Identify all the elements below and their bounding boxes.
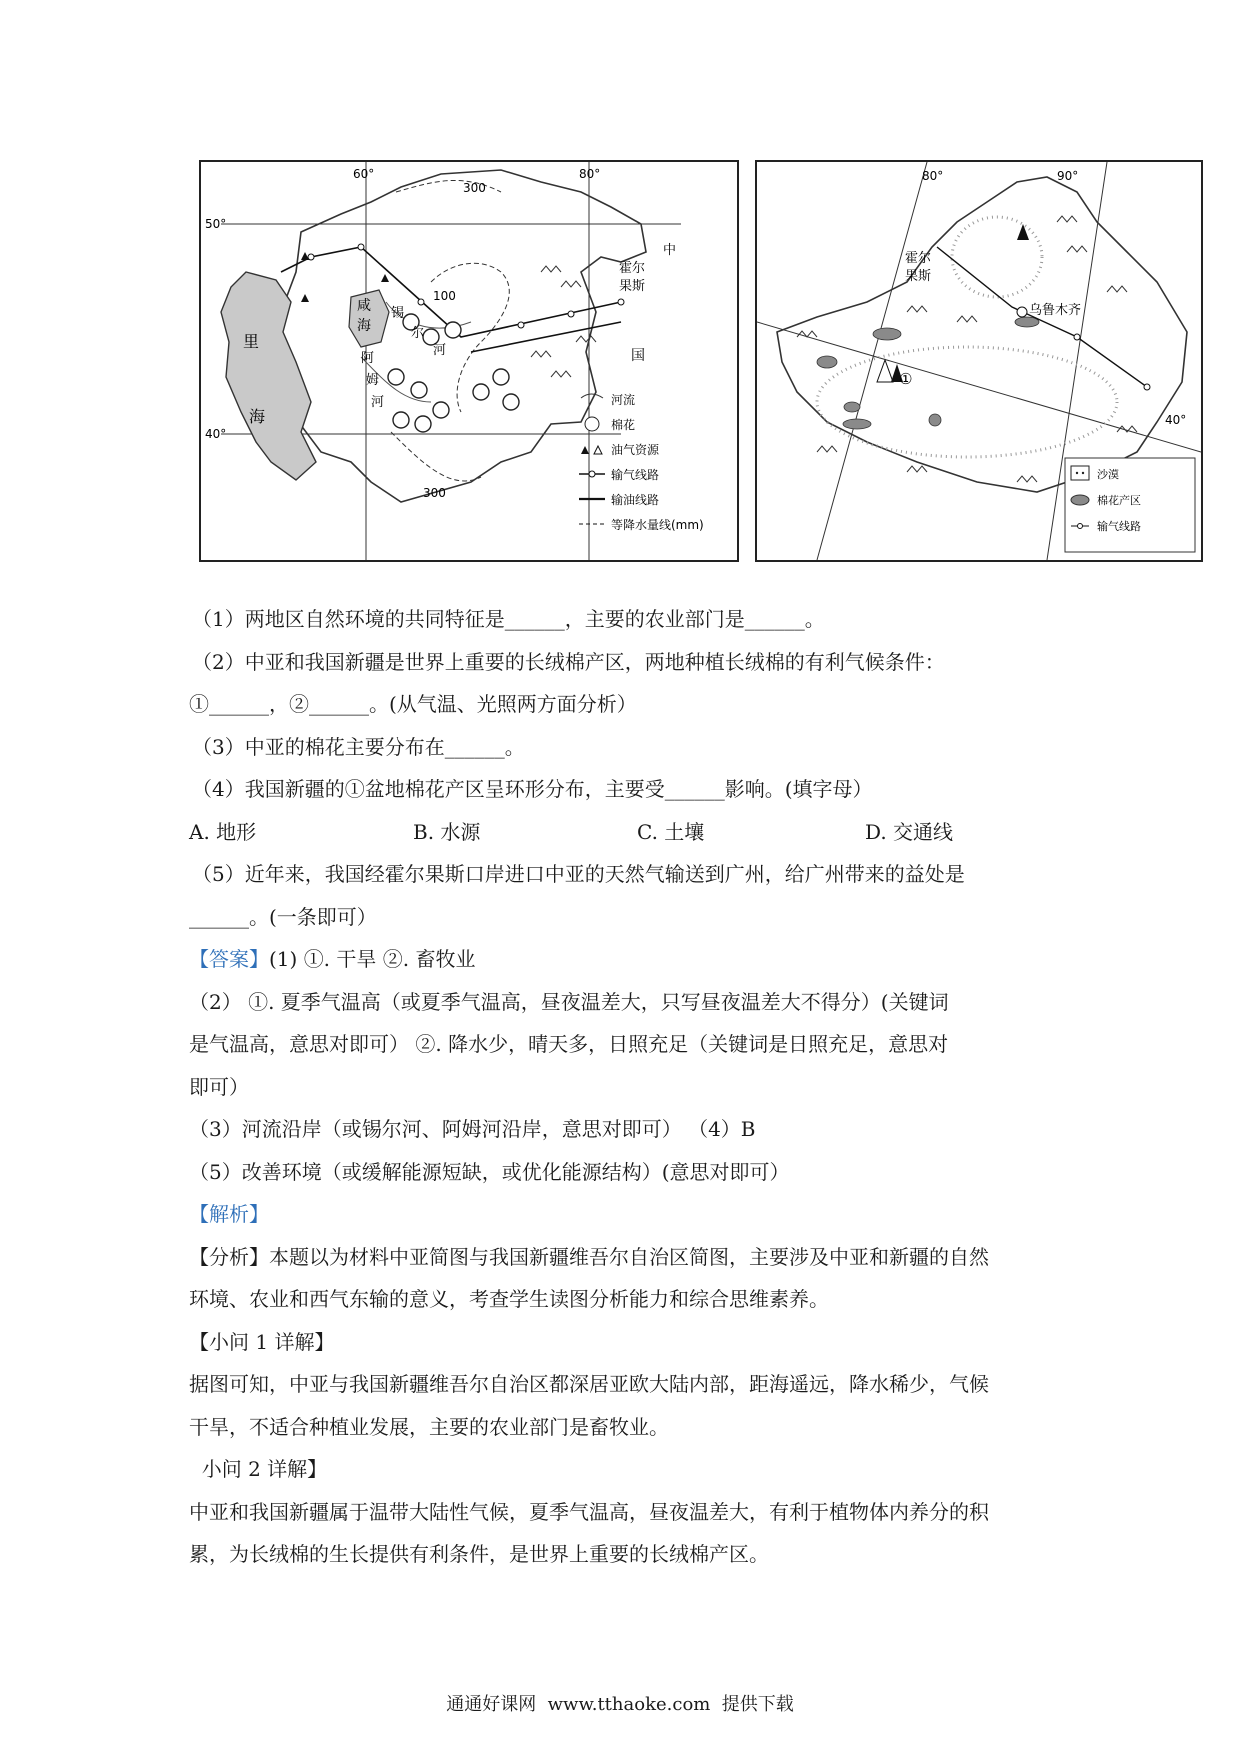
question-5a: （5）近年来，我国经霍尔果斯口岸进口中亚的天然气输送到广州，给广州带来的益处是 xyxy=(192,862,965,886)
answer-1: (1) ①. 干旱 ②. 畜牧业 xyxy=(269,947,476,971)
legend xyxy=(579,392,704,532)
amu-label-2: 姆 xyxy=(366,373,380,388)
question-content xyxy=(189,598,1059,1576)
lat40-label: 40° xyxy=(1165,413,1187,427)
khorgos-label-1: 霍尔 xyxy=(905,251,932,266)
syr-label-1: 锡 xyxy=(391,306,405,321)
amu-label-3: 河 xyxy=(371,395,385,410)
isohyet-300-top: 300 xyxy=(463,181,486,195)
answer-2c: 即可） xyxy=(189,1074,249,1099)
legend-cotton: 棉花 xyxy=(611,418,636,432)
analysis-2: 环境、农业和西气东输的意义，考查学生读图分析能力和综合思维素养。 xyxy=(189,1287,829,1311)
lon90-label: 90° xyxy=(1057,169,1079,183)
option-a: A. 地形 xyxy=(189,819,257,844)
answer-line-1 xyxy=(189,938,1059,981)
legend-desert: 沙漠 xyxy=(1097,468,1119,481)
china-label-2: 国 xyxy=(631,348,645,364)
subq1-heading: 【小问 1 详解】 xyxy=(189,1329,335,1354)
lon80-label: 80° xyxy=(579,167,601,181)
legend-oilgas: 油气资源 xyxy=(611,443,660,457)
basin-one-label: ① xyxy=(899,370,913,388)
analysis-1: 【分析】本题以为材料中亚简图与我国新疆维吾尔自治区简图，主要涉及中亚和新疆的自然 xyxy=(189,1244,989,1269)
khorgos-label-1: 霍尔 xyxy=(619,261,646,276)
legend-gasline: 输气线路 xyxy=(611,468,660,482)
footer: 通通好课网 www.tthaoke.com 提供下载 xyxy=(446,1694,794,1715)
answer-3-4: （3）河流沿岸（或锡尔河、阿姆河沿岸，意思对即可） （4）B xyxy=(189,1117,756,1141)
answer-5: （5）改善环境（或缓解能源短缺，或优化能源结构）(意思对即可） xyxy=(189,1159,790,1184)
question-3: （3）中亚的棉花主要分布在______。 xyxy=(192,734,525,759)
answer-2b: 是气温高，意思对即可） ②. 降水少，晴天多，日照充足（关键词是日照充足，意思对 xyxy=(189,1032,949,1056)
option-c: C. 土壤 xyxy=(637,819,705,844)
analysis-tag: 【解析】 xyxy=(189,1202,269,1226)
subq2-detail-b: 累，为长绒棉的生长提供有利条件，是世界上重要的长绒棉产区。 xyxy=(189,1542,769,1566)
legend-isohyet: 等降水量线(mm) xyxy=(611,518,704,532)
legend-cotton: 棉花产区 xyxy=(1097,494,1141,507)
aral-label-2: 海 xyxy=(357,318,371,334)
khorgos-label-2: 果斯 xyxy=(905,269,932,284)
china-label-1: 中 xyxy=(663,243,677,258)
answer-tag: 【答案】 xyxy=(189,947,269,971)
central-asia-map xyxy=(199,160,739,562)
lon60-label: 60° xyxy=(353,167,375,181)
option-b: B. 水源 xyxy=(413,819,481,844)
syr-label-2: 尔 xyxy=(411,326,425,341)
lon80-label: 80° xyxy=(922,169,944,183)
isohyet-100: 100 xyxy=(433,289,456,303)
caspian-label-2: 海 xyxy=(249,407,266,426)
question-2b: ①______，②______。(从气温、光照两方面分析） xyxy=(189,692,637,716)
lat50-label: 50° xyxy=(205,217,227,231)
legend-oilline: 输油线路 xyxy=(611,493,660,507)
lat40-label: 40° xyxy=(205,427,227,441)
khorgos-label-2: 果斯 xyxy=(619,279,646,294)
subq1-detail-a: 据图可知，中亚与我国新疆维吾尔自治区都深居亚欧大陆内部，距海遥远，降水稀少，气候 xyxy=(189,1372,989,1396)
subq2-heading: 小问 2 详解】 xyxy=(189,1457,328,1481)
subq1-detail-b: 干旱，不适合种植业发展，主要的农业部门是畜牧业。 xyxy=(189,1414,669,1439)
aral-label-1: 咸 xyxy=(357,298,371,314)
caspian-label-1: 里 xyxy=(243,332,260,351)
answer-2a: （2） ①. 夏季气温高（或夏季气温高，昼夜温差大，只写昼夜温差大不得分）(关键词 xyxy=(189,989,949,1014)
legend xyxy=(1065,458,1195,552)
question-1: （1）两地区自然环境的共同特征是______，主要的农业部门是______。 xyxy=(192,607,825,631)
amu-label-1: 阿 xyxy=(361,351,375,366)
urumqi-label: 乌鲁木齐 xyxy=(1029,303,1082,318)
question-2a: （2）中亚和我国新疆是世界上重要的长绒棉产区，两地种植长绒棉的有利气候条件： xyxy=(192,649,945,674)
xinjiang-map xyxy=(755,160,1203,562)
isohyet-300-bottom: 300 xyxy=(423,486,446,500)
question-5b: ______。(一条即可） xyxy=(189,904,377,929)
subq2-detail-a: 中亚和我国新疆属于温带大陆性气候，夏季气温高，昼夜温差大，有利于植物体内养分的积 xyxy=(189,1499,989,1524)
figure-maps xyxy=(199,160,1201,560)
option-d: D. 交通线 xyxy=(865,819,954,844)
legend-river: 河流 xyxy=(611,393,636,407)
syr-label-3: 河 xyxy=(433,343,447,358)
question-4-options xyxy=(189,811,1059,854)
question-4: （4）我国新疆的①盆地棉花产区呈环形分布，主要受______影响。(填字母） xyxy=(192,777,873,801)
legend-gasline: 输气线路 xyxy=(1097,520,1141,533)
